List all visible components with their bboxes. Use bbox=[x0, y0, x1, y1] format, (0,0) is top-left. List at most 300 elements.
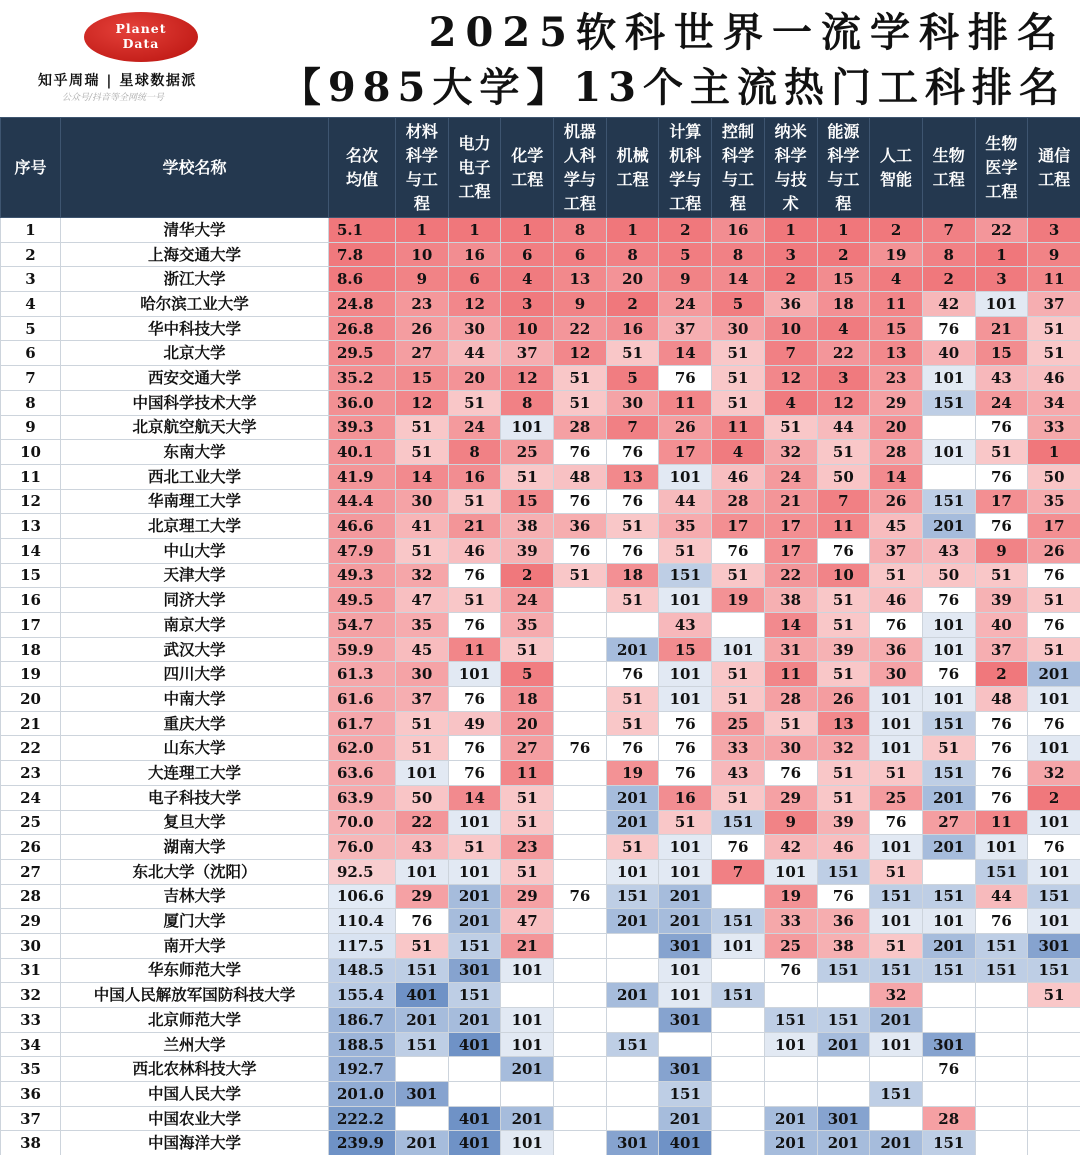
subject-rank-cell: 51 bbox=[448, 390, 501, 415]
subject-rank-cell: 51 bbox=[606, 588, 659, 613]
subject-rank-cell: 17 bbox=[659, 440, 712, 465]
row-rank: 3 bbox=[1, 267, 61, 292]
subject-rank-cell: 76 bbox=[817, 884, 870, 909]
subject-rank-cell bbox=[554, 588, 607, 613]
subject-rank-cell: 76 bbox=[606, 489, 659, 514]
table-row bbox=[1, 292, 1080, 317]
row-rank: 7 bbox=[1, 366, 61, 391]
subject-rank-cell: 151 bbox=[975, 859, 1028, 884]
subject-rank-cell: 16 bbox=[448, 242, 501, 267]
subject-rank-cell: 101 bbox=[659, 464, 712, 489]
subject-rank-cell: 46 bbox=[817, 835, 870, 860]
subject-rank-cell: 4 bbox=[870, 267, 923, 292]
table-row bbox=[1, 761, 1080, 786]
subject-rank-cell: 51 bbox=[870, 859, 923, 884]
subject-rank-cell: 8 bbox=[922, 242, 975, 267]
subject-rank-cell: 151 bbox=[975, 958, 1028, 983]
subject-rank-cell bbox=[1028, 1057, 1080, 1082]
subject-rank-cell: 51 bbox=[1028, 588, 1080, 613]
university-name: 中南大学 bbox=[61, 687, 329, 712]
subject-rank-cell bbox=[922, 464, 975, 489]
subject-rank-cell: 18 bbox=[501, 687, 554, 712]
subject-rank-cell: 38 bbox=[501, 514, 554, 539]
subject-rank-cell: 151 bbox=[922, 390, 975, 415]
subject-rank-cell: 301 bbox=[396, 1082, 449, 1107]
subject-rank-cell bbox=[606, 958, 659, 983]
subject-rank-cell: 101 bbox=[659, 859, 712, 884]
subject-rank-cell: 16 bbox=[659, 785, 712, 810]
subject-rank-cell: 15 bbox=[396, 366, 449, 391]
subject-rank-cell: 76 bbox=[922, 1057, 975, 1082]
university-name: 北京师范大学 bbox=[61, 1008, 329, 1033]
subject-rank-cell: 51 bbox=[396, 440, 449, 465]
subject-rank-cell: 151 bbox=[606, 884, 659, 909]
subject-rank-cell: 301 bbox=[659, 1057, 712, 1082]
subject-rank-cell: 76 bbox=[712, 835, 765, 860]
subject-rank-cell: 51 bbox=[448, 588, 501, 613]
subject-rank-cell bbox=[975, 1131, 1028, 1155]
subject-rank-cell bbox=[554, 761, 607, 786]
subject-rank-cell: 51 bbox=[1028, 637, 1080, 662]
subject-rank-cell: 46 bbox=[1028, 366, 1080, 391]
subject-rank-cell: 1 bbox=[448, 218, 501, 243]
subject-rank-cell bbox=[606, 1057, 659, 1082]
subject-rank-cell bbox=[396, 1057, 449, 1082]
subject-rank-cell: 13 bbox=[817, 711, 870, 736]
subject-rank-cell: 37 bbox=[1028, 292, 1080, 317]
average-rank: 8.6 bbox=[329, 267, 396, 292]
subject-rank-cell: 51 bbox=[606, 835, 659, 860]
subject-rank-cell: 101 bbox=[870, 687, 923, 712]
subject-rank-cell: 51 bbox=[554, 366, 607, 391]
subject-rank-cell: 49 bbox=[448, 711, 501, 736]
row-rank: 4 bbox=[1, 292, 61, 317]
subject-rank-cell: 21 bbox=[501, 933, 554, 958]
subject-rank-cell: 151 bbox=[870, 958, 923, 983]
subject-rank-cell: 44 bbox=[817, 415, 870, 440]
university-name: 天津大学 bbox=[61, 563, 329, 588]
average-rank: 63.6 bbox=[329, 761, 396, 786]
subject-rank-cell: 22 bbox=[396, 810, 449, 835]
subject-rank-cell: 76 bbox=[764, 761, 817, 786]
subject-rank-cell: 51 bbox=[712, 662, 765, 687]
average-rank: 39.3 bbox=[329, 415, 396, 440]
subject-rank-cell: 51 bbox=[1028, 983, 1080, 1008]
average-rank: 106.6 bbox=[329, 884, 396, 909]
table-row bbox=[1, 736, 1080, 761]
column-header: 能源科学与工程 bbox=[817, 118, 870, 218]
subject-rank-cell: 9 bbox=[396, 267, 449, 292]
subject-rank-cell: 51 bbox=[501, 785, 554, 810]
subject-rank-cell: 76 bbox=[396, 909, 449, 934]
subject-rank-cell bbox=[501, 983, 554, 1008]
subject-rank-cell: 101 bbox=[659, 958, 712, 983]
subject-rank-cell: 301 bbox=[922, 1032, 975, 1057]
subject-rank-cell: 36 bbox=[817, 909, 870, 934]
subject-rank-cell bbox=[764, 983, 817, 1008]
subject-rank-cell: 76 bbox=[606, 662, 659, 687]
row-rank: 8 bbox=[1, 390, 61, 415]
subject-rank-cell: 27 bbox=[501, 736, 554, 761]
subject-rank-cell: 101 bbox=[1028, 687, 1080, 712]
subject-rank-cell: 44 bbox=[975, 884, 1028, 909]
university-name: 湖南大学 bbox=[61, 835, 329, 860]
subject-rank-cell: 76 bbox=[712, 538, 765, 563]
subject-rank-cell bbox=[712, 1008, 765, 1033]
logo-tagline: 知乎周瑞 | 星球数据派 bbox=[38, 73, 197, 89]
subject-rank-cell: 76 bbox=[1028, 711, 1080, 736]
subject-rank-cell: 15 bbox=[870, 316, 923, 341]
subject-rank-cell: 76 bbox=[1028, 613, 1080, 638]
subject-rank-cell bbox=[554, 1032, 607, 1057]
row-rank: 38 bbox=[1, 1131, 61, 1155]
subject-rank-cell: 27 bbox=[396, 341, 449, 366]
subject-rank-cell: 101 bbox=[1028, 909, 1080, 934]
subject-rank-cell: 43 bbox=[659, 613, 712, 638]
subject-rank-cell bbox=[817, 983, 870, 1008]
subject-rank-cell: 28 bbox=[870, 440, 923, 465]
average-rank: 110.4 bbox=[329, 909, 396, 934]
subject-rank-cell: 51 bbox=[606, 341, 659, 366]
subject-rank-cell: 11 bbox=[817, 514, 870, 539]
subject-rank-cell bbox=[975, 1057, 1028, 1082]
subject-rank-cell: 101 bbox=[870, 1032, 923, 1057]
subject-rank-cell: 151 bbox=[659, 563, 712, 588]
subject-rank-cell: 401 bbox=[448, 1106, 501, 1131]
subject-rank-cell: 201 bbox=[501, 1106, 554, 1131]
subject-rank-cell bbox=[712, 613, 765, 638]
average-rank: 188.5 bbox=[329, 1032, 396, 1057]
table-row bbox=[1, 489, 1080, 514]
university-name: 四川大学 bbox=[61, 662, 329, 687]
subject-rank-cell: 101 bbox=[975, 835, 1028, 860]
subject-rank-cell: 7 bbox=[764, 341, 817, 366]
subject-rank-cell: 48 bbox=[975, 687, 1028, 712]
subject-rank-cell bbox=[554, 983, 607, 1008]
subject-rank-cell: 8 bbox=[554, 218, 607, 243]
subject-rank-cell: 20 bbox=[870, 415, 923, 440]
subject-rank-cell: 151 bbox=[922, 711, 975, 736]
subject-rank-cell: 4 bbox=[712, 440, 765, 465]
university-name: 北京理工大学 bbox=[61, 514, 329, 539]
university-name: 北京航空航天大学 bbox=[61, 415, 329, 440]
row-rank: 15 bbox=[1, 563, 61, 588]
subject-rank-cell: 46 bbox=[712, 464, 765, 489]
row-rank: 13 bbox=[1, 514, 61, 539]
subject-rank-cell: 47 bbox=[396, 588, 449, 613]
subject-rank-cell: 76 bbox=[448, 687, 501, 712]
subject-rank-cell: 101 bbox=[1028, 859, 1080, 884]
subject-rank-cell: 151 bbox=[922, 958, 975, 983]
subject-rank-cell: 101 bbox=[975, 292, 1028, 317]
column-header: 序号 bbox=[1, 118, 61, 218]
subject-rank-cell: 51 bbox=[712, 687, 765, 712]
subject-rank-cell: 5 bbox=[712, 292, 765, 317]
subject-rank-cell: 101 bbox=[606, 859, 659, 884]
subject-rank-cell: 201 bbox=[870, 1008, 923, 1033]
subject-rank-cell: 17 bbox=[712, 514, 765, 539]
university-name: 哈尔滨工业大学 bbox=[61, 292, 329, 317]
subject-rank-cell: 46 bbox=[870, 588, 923, 613]
subject-rank-cell: 8 bbox=[448, 440, 501, 465]
subject-rank-cell: 31 bbox=[764, 637, 817, 662]
column-header: 名次均值 bbox=[329, 118, 396, 218]
subject-rank-cell: 2 bbox=[659, 218, 712, 243]
table-row bbox=[1, 514, 1080, 539]
subject-rank-cell bbox=[712, 1032, 765, 1057]
table-row bbox=[1, 859, 1080, 884]
subject-rank-cell: 28 bbox=[922, 1106, 975, 1131]
subject-rank-cell: 28 bbox=[712, 489, 765, 514]
subject-rank-cell: 76 bbox=[975, 909, 1028, 934]
subject-rank-cell: 35 bbox=[501, 613, 554, 638]
subject-rank-cell: 11 bbox=[712, 415, 765, 440]
university-name: 南京大学 bbox=[61, 613, 329, 638]
subject-rank-cell: 25 bbox=[501, 440, 554, 465]
subject-rank-cell: 5 bbox=[606, 366, 659, 391]
average-rank: 29.5 bbox=[329, 341, 396, 366]
subject-rank-cell: 24 bbox=[501, 588, 554, 613]
subject-rank-cell: 76 bbox=[975, 711, 1028, 736]
average-rank: 61.3 bbox=[329, 662, 396, 687]
table-body bbox=[1, 218, 1080, 1155]
table-row bbox=[1, 711, 1080, 736]
subject-rank-cell: 3 bbox=[501, 292, 554, 317]
subject-rank-cell: 45 bbox=[396, 637, 449, 662]
subject-rank-cell: 51 bbox=[922, 736, 975, 761]
subject-rank-cell bbox=[554, 909, 607, 934]
subject-rank-cell: 151 bbox=[712, 983, 765, 1008]
subject-rank-cell: 30 bbox=[606, 390, 659, 415]
subject-rank-cell: 17 bbox=[1028, 514, 1080, 539]
average-rank: 61.6 bbox=[329, 687, 396, 712]
subject-rank-cell: 27 bbox=[922, 810, 975, 835]
subject-rank-cell: 151 bbox=[396, 958, 449, 983]
university-name: 武汉大学 bbox=[61, 637, 329, 662]
average-rank: 148.5 bbox=[329, 958, 396, 983]
title-line-1: 2025软科世界一流学科排名 bbox=[428, 9, 1066, 56]
subject-rank-cell bbox=[1028, 1082, 1080, 1107]
subject-rank-cell: 10 bbox=[396, 242, 449, 267]
row-rank: 2 bbox=[1, 242, 61, 267]
subject-rank-cell: 51 bbox=[501, 464, 554, 489]
subject-rank-cell: 11 bbox=[1028, 267, 1080, 292]
average-rank: 35.2 bbox=[329, 366, 396, 391]
subject-rank-cell bbox=[1028, 1008, 1080, 1033]
subject-rank-cell: 35 bbox=[659, 514, 712, 539]
subject-rank-cell bbox=[870, 1057, 923, 1082]
subject-rank-cell: 201 bbox=[1028, 662, 1080, 687]
row-rank: 16 bbox=[1, 588, 61, 613]
subject-rank-cell: 38 bbox=[817, 933, 870, 958]
column-header: 控制科学与工程 bbox=[712, 118, 765, 218]
subject-rank-cell: 51 bbox=[501, 859, 554, 884]
subject-rank-cell: 51 bbox=[606, 711, 659, 736]
subject-rank-cell: 76 bbox=[870, 810, 923, 835]
subject-rank-cell bbox=[554, 1082, 607, 1107]
subject-rank-cell: 301 bbox=[606, 1131, 659, 1155]
subject-rank-cell: 101 bbox=[922, 687, 975, 712]
row-rank: 9 bbox=[1, 415, 61, 440]
subject-rank-cell: 151 bbox=[922, 489, 975, 514]
subject-rank-cell: 151 bbox=[396, 1032, 449, 1057]
subject-rank-cell: 51 bbox=[817, 588, 870, 613]
subject-rank-cell: 29 bbox=[764, 785, 817, 810]
subject-rank-cell: 24 bbox=[975, 390, 1028, 415]
subject-rank-cell: 7 bbox=[712, 859, 765, 884]
average-rank: 76.0 bbox=[329, 835, 396, 860]
subject-rank-cell: 76 bbox=[448, 613, 501, 638]
row-rank: 18 bbox=[1, 637, 61, 662]
subject-rank-cell: 1 bbox=[396, 218, 449, 243]
subject-rank-cell bbox=[606, 1106, 659, 1131]
subject-rank-cell: 76 bbox=[606, 440, 659, 465]
subject-rank-cell: 1 bbox=[1028, 440, 1080, 465]
subject-rank-cell: 29 bbox=[870, 390, 923, 415]
average-rank: 40.1 bbox=[329, 440, 396, 465]
subject-rank-cell: 51 bbox=[396, 538, 449, 563]
subject-rank-cell: 201 bbox=[448, 884, 501, 909]
table-row bbox=[1, 538, 1080, 563]
subject-rank-cell: 14 bbox=[764, 613, 817, 638]
subject-rank-cell: 26 bbox=[870, 489, 923, 514]
subject-rank-cell: 29 bbox=[501, 884, 554, 909]
subject-rank-cell: 32 bbox=[396, 563, 449, 588]
subject-rank-cell: 30 bbox=[396, 662, 449, 687]
subject-rank-cell bbox=[1028, 1106, 1080, 1131]
table-row bbox=[1, 316, 1080, 341]
subject-rank-cell: 301 bbox=[1028, 933, 1080, 958]
subject-rank-cell: 15 bbox=[501, 489, 554, 514]
subject-rank-cell: 22 bbox=[764, 563, 817, 588]
subject-rank-cell bbox=[764, 1057, 817, 1082]
subject-rank-cell: 1 bbox=[817, 218, 870, 243]
subject-rank-cell: 51 bbox=[501, 637, 554, 662]
subject-rank-cell: 301 bbox=[659, 1008, 712, 1033]
logo-subtagline: 公众号/抖音等全网统一号 bbox=[62, 93, 165, 103]
subject-rank-cell: 11 bbox=[659, 390, 712, 415]
subject-rank-cell: 10 bbox=[501, 316, 554, 341]
subject-rank-cell: 51 bbox=[448, 489, 501, 514]
row-rank: 33 bbox=[1, 1008, 61, 1033]
subject-rank-cell bbox=[659, 1032, 712, 1057]
subject-rank-cell: 76 bbox=[817, 538, 870, 563]
row-rank: 34 bbox=[1, 1032, 61, 1057]
subject-rank-cell: 39 bbox=[975, 588, 1028, 613]
average-rank: 62.0 bbox=[329, 736, 396, 761]
subject-rank-cell: 25 bbox=[712, 711, 765, 736]
subject-rank-cell: 76 bbox=[1028, 563, 1080, 588]
subject-rank-cell bbox=[606, 613, 659, 638]
subject-rank-cell: 50 bbox=[817, 464, 870, 489]
average-rank: 222.2 bbox=[329, 1106, 396, 1131]
row-rank: 29 bbox=[1, 909, 61, 934]
subject-rank-cell: 51 bbox=[712, 785, 765, 810]
subject-rank-cell: 51 bbox=[817, 761, 870, 786]
university-name: 中国农业大学 bbox=[61, 1106, 329, 1131]
subject-rank-cell: 50 bbox=[922, 563, 975, 588]
subject-rank-cell: 26 bbox=[817, 687, 870, 712]
subject-rank-cell: 76 bbox=[606, 736, 659, 761]
subject-rank-cell bbox=[606, 1082, 659, 1107]
subject-rank-cell: 151 bbox=[975, 933, 1028, 958]
subject-rank-cell: 101 bbox=[659, 835, 712, 860]
table-row bbox=[1, 785, 1080, 810]
subject-rank-cell: 30 bbox=[764, 736, 817, 761]
table-row bbox=[1, 341, 1080, 366]
subject-rank-cell: 42 bbox=[764, 835, 817, 860]
table-row bbox=[1, 440, 1080, 465]
subject-rank-cell: 201 bbox=[817, 1032, 870, 1057]
subject-rank-cell: 44 bbox=[448, 341, 501, 366]
table-row bbox=[1, 588, 1080, 613]
subject-rank-cell: 13 bbox=[870, 341, 923, 366]
subject-rank-cell bbox=[554, 1131, 607, 1155]
subject-rank-cell: 24 bbox=[764, 464, 817, 489]
subject-rank-cell: 51 bbox=[764, 711, 817, 736]
subject-rank-cell: 51 bbox=[448, 835, 501, 860]
average-rank: 59.9 bbox=[329, 637, 396, 662]
subject-rank-cell: 76 bbox=[606, 538, 659, 563]
subject-rank-cell: 151 bbox=[659, 1082, 712, 1107]
subject-rank-cell: 201 bbox=[659, 1106, 712, 1131]
row-rank: 30 bbox=[1, 933, 61, 958]
row-rank: 27 bbox=[1, 859, 61, 884]
subject-rank-cell: 201 bbox=[606, 785, 659, 810]
subject-rank-cell: 8 bbox=[606, 242, 659, 267]
subject-rank-cell bbox=[712, 958, 765, 983]
subject-rank-cell: 101 bbox=[659, 983, 712, 1008]
subject-rank-cell: 3 bbox=[764, 242, 817, 267]
subject-rank-cell: 2 bbox=[975, 662, 1028, 687]
subject-rank-cell: 201 bbox=[659, 884, 712, 909]
subject-rank-cell: 16 bbox=[448, 464, 501, 489]
university-name: 吉林大学 bbox=[61, 884, 329, 909]
subject-rank-cell: 201 bbox=[396, 1008, 449, 1033]
subject-rank-cell: 7 bbox=[606, 415, 659, 440]
row-rank: 19 bbox=[1, 662, 61, 687]
subject-rank-cell: 20 bbox=[448, 366, 501, 391]
university-name: 清华大学 bbox=[61, 218, 329, 243]
column-header: 机械工程 bbox=[606, 118, 659, 218]
subject-rank-cell: 76 bbox=[659, 736, 712, 761]
subject-rank-cell: 5 bbox=[501, 662, 554, 687]
average-rank: 61.7 bbox=[329, 711, 396, 736]
subject-rank-cell: 201 bbox=[764, 1106, 817, 1131]
subject-rank-cell: 51 bbox=[870, 761, 923, 786]
average-rank: 155.4 bbox=[329, 983, 396, 1008]
university-name: 西北农林科技大学 bbox=[61, 1057, 329, 1082]
table-row bbox=[1, 242, 1080, 267]
subject-rank-cell: 151 bbox=[817, 958, 870, 983]
subject-rank-cell: 201 bbox=[606, 909, 659, 934]
subject-rank-cell: 51 bbox=[817, 440, 870, 465]
subject-rank-cell: 36 bbox=[870, 637, 923, 662]
subject-rank-cell: 22 bbox=[817, 341, 870, 366]
table-row bbox=[1, 983, 1080, 1008]
row-rank: 24 bbox=[1, 785, 61, 810]
column-header: 人工智能 bbox=[870, 118, 923, 218]
row-rank: 14 bbox=[1, 538, 61, 563]
subject-rank-cell: 15 bbox=[659, 637, 712, 662]
table-row bbox=[1, 662, 1080, 687]
subject-rank-cell: 101 bbox=[396, 859, 449, 884]
subject-rank-cell bbox=[712, 1082, 765, 1107]
subject-rank-cell: 25 bbox=[870, 785, 923, 810]
average-rank: 47.9 bbox=[329, 538, 396, 563]
subject-rank-cell: 51 bbox=[817, 662, 870, 687]
university-name: 东北大学（沈阳） bbox=[61, 859, 329, 884]
